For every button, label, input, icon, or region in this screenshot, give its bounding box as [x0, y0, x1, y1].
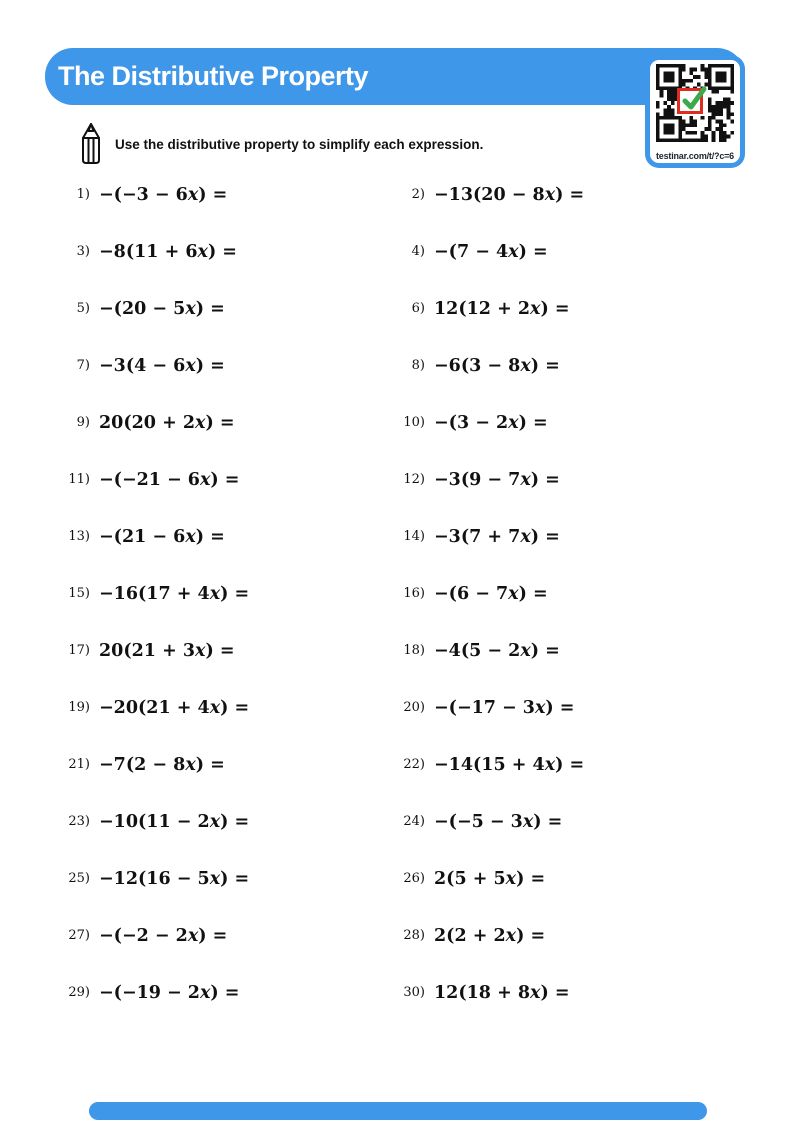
- problem-expression: −13(20 − 8x) =: [434, 184, 585, 205]
- problem-row: [395, 451, 720, 508]
- problem-expression: −14(15 + 4x) =: [434, 754, 585, 775]
- problem-row: [395, 508, 720, 565]
- problem-row: [395, 565, 720, 622]
- problem-expression: −(−2 − 2x) =: [99, 925, 228, 946]
- problem-row: [60, 622, 395, 679]
- problem-number: 11): [68, 472, 90, 487]
- checkmark-icon: [677, 88, 703, 114]
- problem-row: [60, 508, 395, 565]
- problem-expression: −(−19 − 2x) =: [99, 982, 240, 1003]
- problem-number: 22): [403, 757, 425, 772]
- qr-panel: [650, 60, 740, 163]
- problem-row: [395, 793, 720, 850]
- problem-number: 15): [68, 586, 90, 601]
- problem-row: [395, 907, 720, 964]
- page-title: The Distributive Property: [58, 61, 369, 91]
- problem-expression: −3(4 − 6x) =: [99, 355, 225, 376]
- instructions-row: [78, 122, 718, 166]
- problem-number: 14): [403, 529, 425, 544]
- problem-row: [395, 166, 720, 223]
- problem-row: [60, 679, 395, 736]
- problem-number: 8): [411, 358, 425, 373]
- problem-expression: −10(11 − 2x) =: [99, 811, 250, 832]
- problem-row: [395, 679, 720, 736]
- problem-row: [60, 451, 395, 508]
- problem-expression: 20(20 + 2x) =: [99, 412, 235, 433]
- qr-caption: testinar.com/t/?c=6: [656, 151, 734, 161]
- problem-row: [395, 394, 720, 451]
- problem-number: 10): [403, 415, 425, 430]
- problem-number: 17): [68, 643, 90, 658]
- footer-bar: [89, 1102, 707, 1120]
- problem-number: 6): [411, 301, 425, 316]
- problem-number: 3): [76, 244, 90, 259]
- problem-row: [60, 394, 395, 451]
- problem-row: [60, 337, 395, 394]
- problem-expression: −(−17 − 3x) =: [434, 697, 575, 718]
- problem-expression: 20(21 + 3x) =: [99, 640, 235, 661]
- problem-number: 18): [403, 643, 425, 658]
- instructions-text: Use the distributive property to simplify each expression.: [115, 137, 484, 152]
- problem-number: 23): [68, 814, 90, 829]
- problem-number: 4): [411, 244, 425, 259]
- problem-number: 29): [68, 985, 90, 1000]
- problems-grid: [60, 166, 720, 1021]
- problem-expression: −(6 − 7x) =: [434, 583, 548, 604]
- problem-row: [395, 736, 720, 793]
- problem-row: [60, 565, 395, 622]
- problem-expression: 12(18 + 8x) =: [434, 982, 570, 1003]
- problem-expression: −8(11 + 6x) =: [99, 241, 237, 262]
- problem-number: 21): [68, 757, 90, 772]
- problem-expression: −(−5 − 3x) =: [434, 811, 563, 832]
- problem-expression: −16(17 + 4x) =: [99, 583, 250, 604]
- pencil-icon: [78, 122, 104, 171]
- problem-number: 2): [411, 187, 425, 202]
- problem-row: [395, 280, 720, 337]
- problem-row: [60, 964, 395, 1021]
- problem-number: 20): [403, 700, 425, 715]
- problem-number: 16): [403, 586, 425, 601]
- problem-row: [60, 736, 395, 793]
- problem-expression: −3(7 + 7x) =: [434, 526, 560, 547]
- problem-number: 28): [403, 928, 425, 943]
- problem-number: 25): [68, 871, 90, 886]
- problem-number: 7): [76, 358, 90, 373]
- qr-badge: [645, 55, 745, 168]
- problem-row: [60, 166, 395, 223]
- problem-row: [395, 337, 720, 394]
- problem-expression: −(7 − 4x) =: [434, 241, 548, 262]
- problem-row: [395, 850, 720, 907]
- problem-expression: −6(3 − 8x) =: [434, 355, 560, 376]
- problem-expression: −3(9 − 7x) =: [434, 469, 560, 490]
- problem-row: [60, 223, 395, 280]
- problem-row: [60, 280, 395, 337]
- problem-number: 13): [68, 529, 90, 544]
- problem-expression: −(3 − 2x) =: [434, 412, 548, 433]
- problem-row: [60, 907, 395, 964]
- problem-number: 5): [76, 301, 90, 316]
- problem-expression: −7(2 − 8x) =: [99, 754, 225, 775]
- problem-number: 19): [68, 700, 90, 715]
- problem-expression: −12(16 − 5x) =: [99, 868, 250, 889]
- problem-number: 9): [76, 415, 90, 430]
- problem-number: 27): [68, 928, 90, 943]
- problem-row: [395, 964, 720, 1021]
- problem-expression: −(20 − 5x) =: [99, 298, 225, 319]
- problem-row: [60, 850, 395, 907]
- problem-number: 30): [403, 985, 425, 1000]
- problem-expression: 2(2 + 2x) =: [434, 925, 546, 946]
- problem-number: 12): [403, 472, 425, 487]
- problem-expression: 2(5 + 5x) =: [434, 868, 546, 889]
- problem-expression: −20(21 + 4x) =: [99, 697, 250, 718]
- problem-number: 26): [403, 871, 425, 886]
- problem-expression: −(−3 − 6x) =: [99, 184, 228, 205]
- problem-row: [395, 223, 720, 280]
- problem-expression: −4(5 − 2x) =: [434, 640, 560, 661]
- problem-expression: −(21 − 6x) =: [99, 526, 225, 547]
- problem-expression: 12(12 + 2x) =: [434, 298, 570, 319]
- problem-row: [60, 793, 395, 850]
- problem-expression: −(−21 − 6x) =: [99, 469, 240, 490]
- header-bar: [45, 48, 745, 105]
- problem-number: 1): [76, 187, 90, 202]
- problem-number: 24): [403, 814, 425, 829]
- problem-row: [395, 622, 720, 679]
